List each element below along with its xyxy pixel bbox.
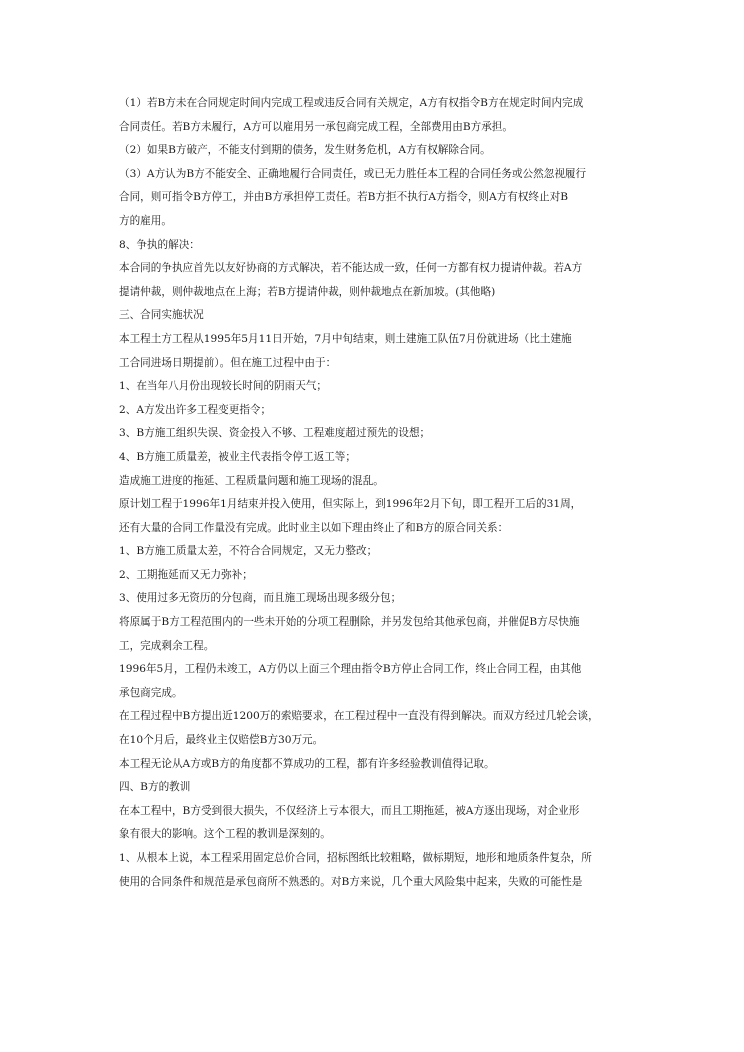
text-line: 工合同进场日期提前）。但在施工过程中由于： [119, 356, 337, 369]
text-line: 象有很大的影响。这个工程的教训是深刻的。 [119, 828, 331, 841]
text-line: 造成施工进度的拖延、工程质量问题和施工现场的混乱。 [119, 474, 384, 487]
text-line: 合同责任。若B方未履行，A方可以雇用另一承包商完成工程，全部费用由B方承担。 [119, 120, 513, 133]
text-line: 方的雇用。 [119, 214, 172, 227]
text-line: 2、A方发出许多工程变更指令； [119, 403, 272, 416]
text-line: 1、在当年八月份出现较长时间的阴雨天气； [119, 380, 328, 393]
text-line: 本工程无论从A方或B方的角度都不算成功的工程，都有许多经验教训值得记取。 [119, 757, 495, 770]
text-line: 工，完成剩余工程。 [119, 639, 215, 652]
text-line: 提请仲裁，则仲裁地点在上海；若B方提请仲裁，则仲裁地点在新加坡。(其他略) [119, 285, 496, 298]
text-line: 2、工期拖延而又无力弥补； [119, 568, 253, 581]
text-line: 还有大量的合同工作量没有完成。此时业主以如下理由终止了和B方的原合同关系： [119, 521, 509, 534]
text-line: 3、使用过多无资历的分包商，而且施工现场出现多级分包； [119, 592, 402, 605]
text-line: 1996年5月，工程仍未竣工，A方仍以上面三个理由指令B方停止合同工作，终止合同工程，由其他 [119, 663, 582, 676]
text-line: 原计划工程于1996年1月结束并投入使用，但实际上，到1996年2月下旬，即工程开工后的31周， [119, 498, 582, 511]
text-line: 本工程土方工程从1995年5月11日开始，7月中旬结束，则土建施工队伍7月份就进场（比土建施 [119, 332, 572, 345]
text-line: 1、B方施工质量太差，不符合合同规定，又无力整改； [119, 545, 378, 558]
text-line: 在10个月后，最终业主仅赔偿B方30万元。 [119, 734, 324, 747]
text-line: 1、从根本上说，本工程采用固定总价合同，招标图纸比较粗略，做标期短，地形和地质条件复杂，所 [119, 852, 592, 864]
text-line: 使用的合同条件和规范是承包商所不熟悉的。对B方来说，几个重大风险集中起来，失败的可能性是 [119, 875, 583, 888]
text-line: 本合同的争执应首先以友好协商的方式解决，若不能达成一致，任何一方都有权力提请仲裁。若A方 [119, 262, 583, 275]
document-body [119, 92, 627, 894]
text-line: 在本工程中，B方受到很大损失，不仅经济上亏本很大，而且工期拖延，被A方逐出现场，对企业形 [119, 804, 580, 817]
text-line: 4、B方施工质量差，被业主代表指令停工返工等； [119, 450, 356, 463]
text-line: （3）A方认为B方不能安全、正确地履行合同责任，或已无力胜任本工程的合同任务或公然忽视履行 [119, 167, 587, 180]
text-line: （2）如果B方破产，不能支付到期的债务，发生财务危机，A方有权解除合同。 [119, 144, 491, 157]
text-line: 3、B方施工组织失误、资金投入不够、工程难度超过预先的设想； [119, 427, 431, 440]
text-line: 三、合同实施状况 [119, 309, 204, 322]
text-line: 合同，则可指令B方停工，并由B方承担停工责任。若B方拒不执行A方指令，则A方有权终止对B [119, 191, 568, 204]
text-line: （1）若B方未在合同规定时间内完成工程或违反合同有关规定，A方有权指令B方在规定时间内完成 [119, 97, 584, 109]
text-line: 8、争执的解决： [119, 238, 200, 251]
text-line: 承包商完成。 [119, 686, 183, 699]
text-line: 在工程过程中B方提出近1200万的索赔要求，在工程过程中一直没有得到解决。而双方经过几轮会谈， [119, 710, 599, 723]
text-line: 四、B方的教训 [119, 781, 191, 794]
text-line: 将原属于B方工程范围内的一些未开始的分项工程删除，并另发包给其他承包商，并催促B方尽快施 [119, 616, 580, 629]
